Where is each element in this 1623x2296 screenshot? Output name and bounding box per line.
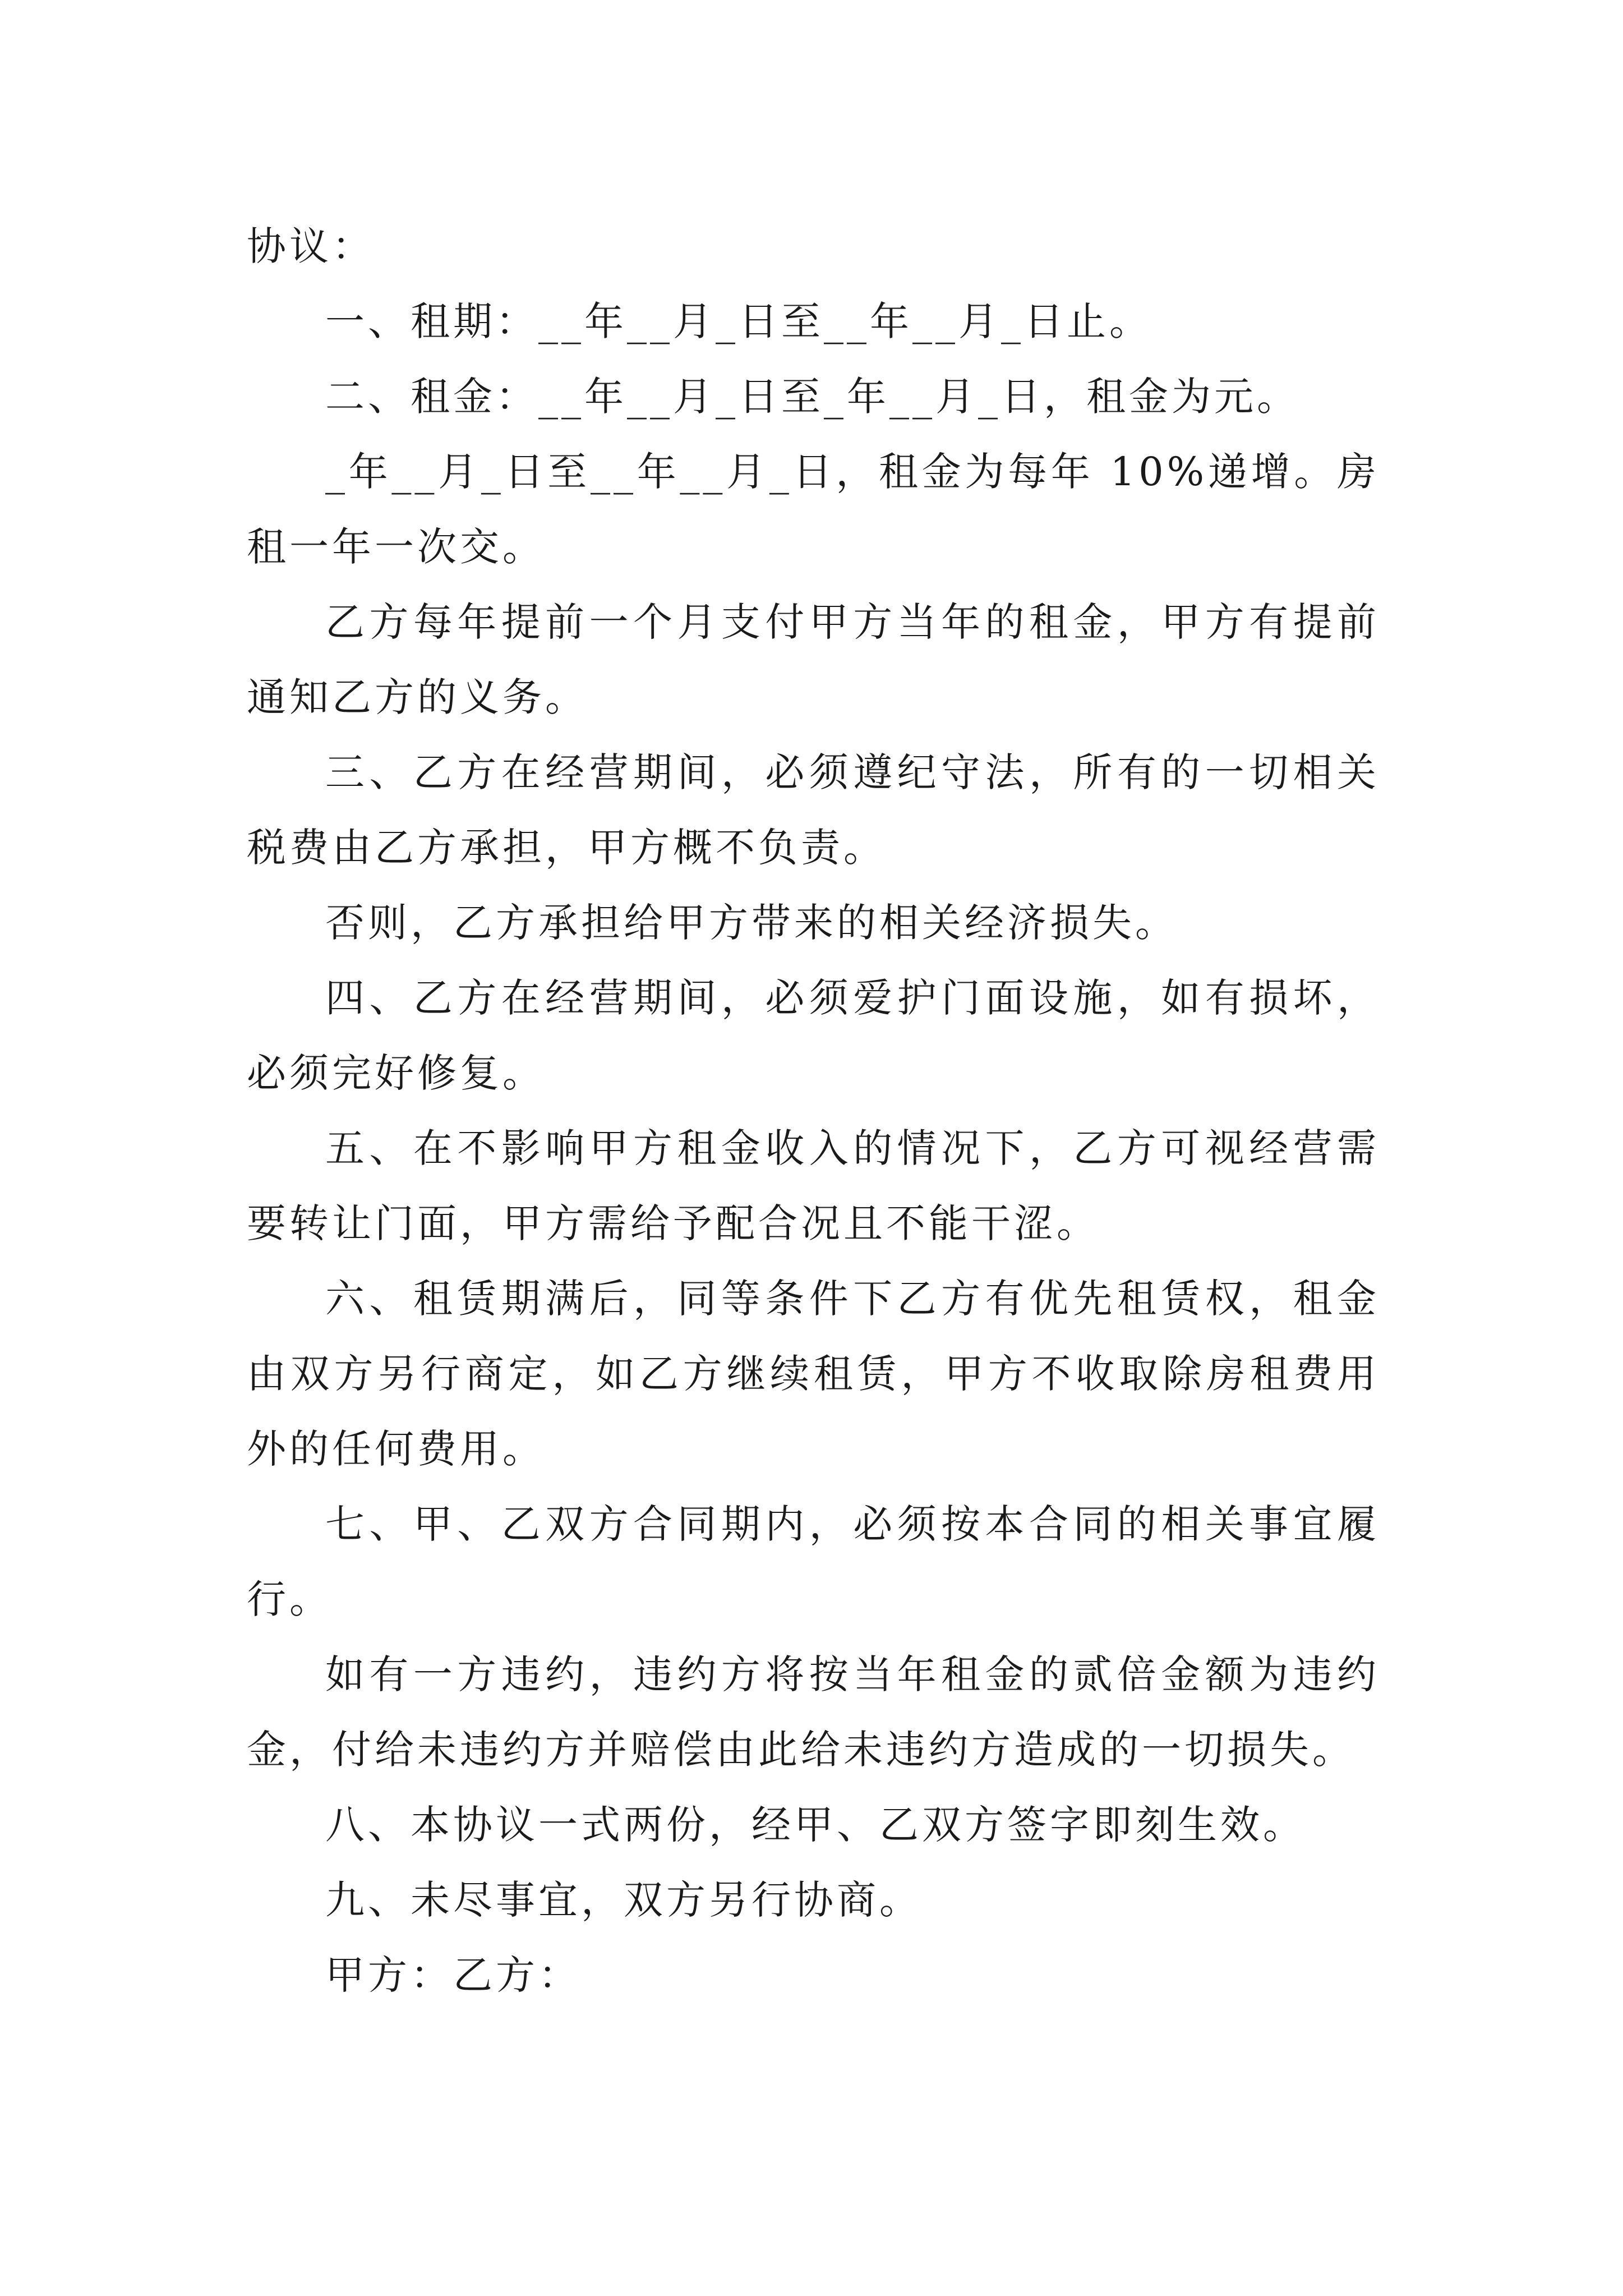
document-body [247,209,1380,2013]
clause-legal-compliance: 三、乙方在经营期间，必须遵纪守法，所有的一切相关税费由乙方承担，甲方概不负责。 [247,749,1380,871]
clause-rent: 二、租金：__年__月_日至_年__月_日，租金为元。 [325,374,1299,420]
clause-transfer: 五、在不影响甲方租金收入的情况下，乙方可视经营需要转让门面，甲方需给予配合况且不能干涩。 [247,1125,1380,1246]
clause-copies: 八、本协议一式两份，经甲、乙双方签字即刻生效。 [325,1802,1306,1848]
clause-breach: 如有一方违约，违约方将按当年租金的贰倍金额为违约金，付给未违约方并赔偿由此给未违约方造成的一切损失。 [247,1651,1380,1773]
signature-line: 甲方：乙方： [325,1952,581,1998]
clause-renewal: 六、租赁期满后，同等条件下乙方有优先租赁权，租金由双方另行商定，如乙方继续租赁，甲方不收取除房租费用外的任何费用。 [247,1276,1380,1472]
clause-other-matters: 九、未尽事宜，双方另行协商。 [325,1877,922,1923]
clause-rent-payment: 乙方每年提前一个月支付甲方当年的租金，甲方有提前通知乙方的义务。 [247,599,1380,720]
document-lead: 协议： [247,223,375,269]
clause-performance: 七、甲、乙双方合同期内，必须按本合同的相关事宜履行。 [247,1501,1380,1622]
clause-facility-care: 四、乙方在经营期间，必须爱护门面设施，如有损坏，必须完好修复。 [247,975,1380,1096]
clause-loss-liability: 否则，乙方承担给甲方带来的相关经济损失。 [325,900,1178,946]
clause-lease-term: 一、租期：__年__月_日至__年__月_日止。 [325,298,1152,344]
clause-rent-increase: _年__月_日至__年__月_日，租金为每年 10%递增。房租一年一次交。 [247,449,1380,570]
